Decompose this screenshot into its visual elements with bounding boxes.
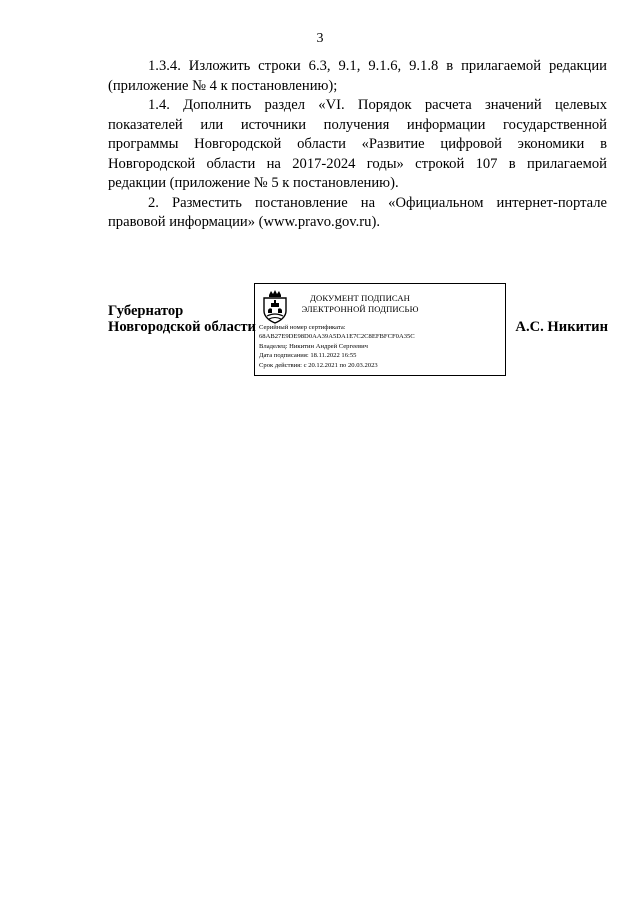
signer-position-line-1: Губернатор — [108, 303, 184, 319]
signing-date: Дата подписания: 18.11.2022 16:55 — [259, 352, 357, 360]
document-body — [108, 57, 607, 233]
paragraph-1-3-4: 1.3.4. Изложить строки 6.3, 9.1, 9.1.6, 9.1.8 в прилагаемой редакции (приложение № 4 к постановлению); — [108, 58, 607, 94]
stamp-details — [259, 323, 503, 370]
paragraph-1-4: 1.4. Дополнить раздел «VI. Порядок расчета значений целевых показателей или источники получения информации государственной программы Новгородской области «Развитие цифровой экономики в Новгородской области на 2017-2024 годы» строкой 107 в прилагаемой редакции (приложение № 5 к постановлению). — [108, 97, 607, 191]
coat-of-arms-icon — [259, 288, 291, 324]
electronic-signature-stamp — [254, 283, 506, 376]
certificate-validity: Срок действия: с 20.12.2021 по 20.03.2023 — [259, 361, 378, 369]
stamp-heading-line-2: ЭЛЕКТРОННОЙ ПОДПИСЬЮ — [301, 304, 419, 314]
stamp-heading-line-1: ДОКУМЕНТ ПОДПИСАН — [310, 293, 410, 303]
paragraph-2: 2. Разместить постановление на «Официальном интернет-портале правовой информации» (www.pravo.gov.ru). — [108, 194, 607, 230]
certificate-serial-label: Серийный номер сертификата: — [259, 324, 346, 331]
signature-block — [108, 283, 608, 378]
signer-name: А.С. Никитин — [515, 319, 608, 335]
stamp-heading — [295, 293, 425, 315]
certificate-owner: Владелец: Никитин Андрей Сергеевич — [259, 342, 368, 350]
certificate-serial-number: 68AB27E9DE98D0AA39A5DA1E7C2C8EFBFCF0A35C — [259, 333, 415, 341]
page-number: 3 — [316, 31, 324, 46]
signer-position — [108, 303, 256, 335]
signer-position-line-2: Новгородской области — [108, 319, 256, 335]
